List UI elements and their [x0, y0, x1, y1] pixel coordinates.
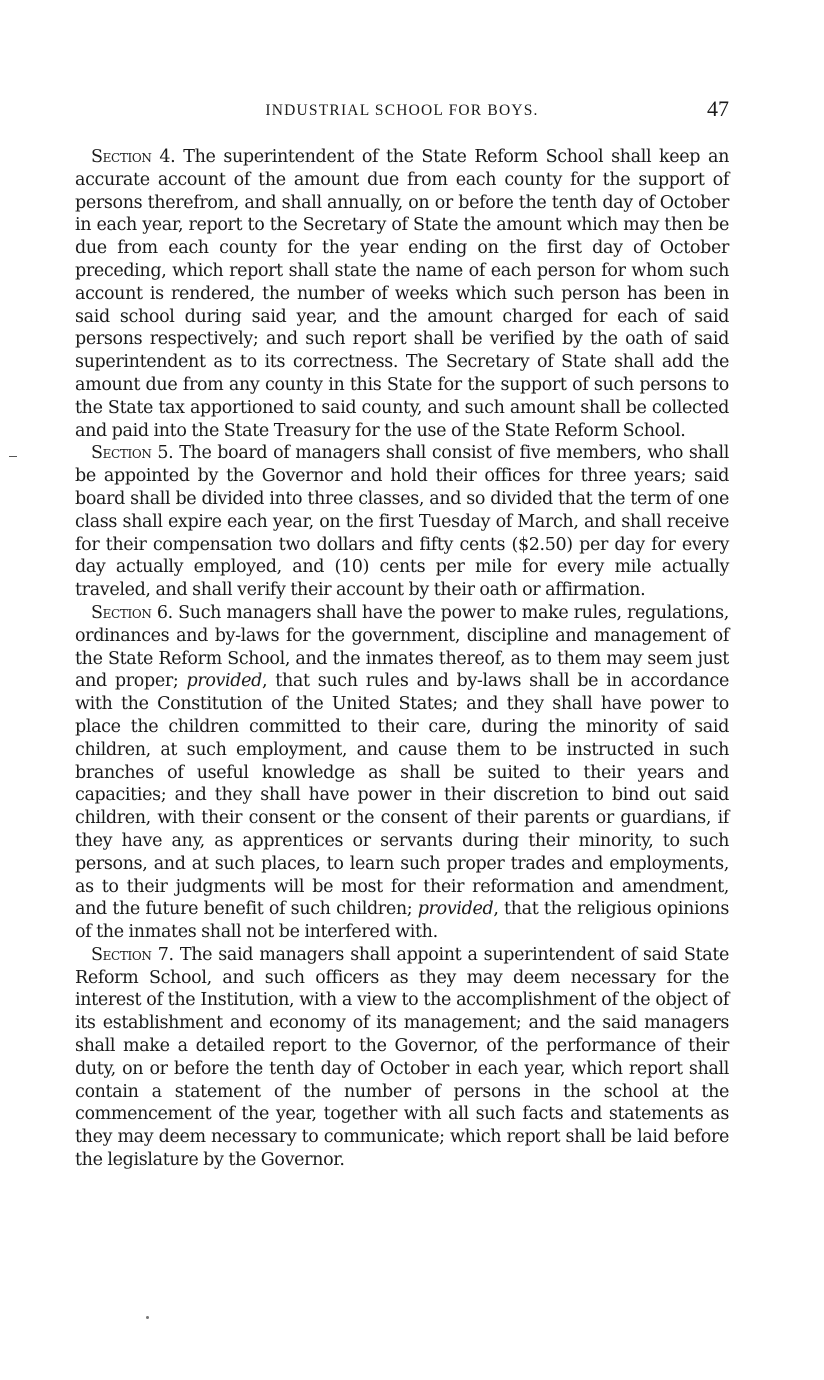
running-header — [75, 96, 729, 130]
section-6-label: Section 6. — [91, 602, 173, 623]
body-text — [75, 146, 729, 1172]
paper-speck — [146, 1316, 149, 1319]
emphasis-provided: provided — [186, 671, 263, 692]
section-6-text: Such managers shall have the power to make rules, regulations, ordinances and by-laws for the government, discipline and management of the State Reform School, and the inmates thereof, as to them may seem just and proper; provided, that such rules and by-laws shall be in accordance with the Constitution of the United States; and they shall have power to place the children committed to their care, during the minority of said children, at such employment, and cause them to be instructed in such branches of useful knowledge as shall be suited to their years and capacities; and they shall have power in their discretion to bind out said children, with their consent or the consent of their parents or guardians, if they have any, as apprentices or servants during their minority, to such persons, and at such places, to learn such proper trades and employments, as to their judgments will be most for their reformation and amendment, and the future benefit of such children; provided, that the religious opinions of the inmates shall not be interfered with. — [75, 602, 729, 943]
section-7-label: Section 7. — [91, 944, 174, 965]
section-4-text: The superintendent of the State Reform School shall keep an accurate account of the amount due from each county for the support of persons therefrom, and shall annually, on or before the tenth day of October in each year, report to the Secretary of State the amount which may then be due from each county for the year ending on the first day of October preceding, which report shall state the name of each person for whom such account is rendered, the number of weeks which such person has been in said school during said year, and the amount charged for each of said persons respectively; and such report shall be verified by the oath of said superintendent as to its correctness. The Secretary of State shall add the amount due from any county in this State for the support of such persons to the State tax apportioned to said county, and such amount shall be collected and paid into the State Treasury for the use of the State Reform School. — [75, 147, 729, 441]
section-5-text: The board of managers shall consist of five members, who shall be appointed by the Governor and hold their offices for three years; said board shall be divided into three classes, and so divided that the term of one class shall expire each year, on the first Tuesday of March, and shall receive for their compensation two dollars and fifty cents ($2.50) per day for every day actually employed, and (10) cents per mile for every mile actually traveled, and shall verify their account by their oath or affirmation. — [75, 443, 729, 601]
emphasis-provided: provided — [417, 899, 494, 920]
section-4 — [75, 146, 729, 442]
section-7 — [75, 944, 729, 1172]
page-number: 47 — [707, 96, 729, 121]
running-title: INDUSTRIAL SCHOOL FOR BOYS. — [265, 102, 539, 119]
section-6 — [75, 602, 729, 944]
section-5 — [75, 442, 729, 602]
section-5-label: Section 5. — [91, 443, 174, 464]
margin-mark — [9, 456, 17, 457]
section-7-text: The said managers shall appoint a superintendent of said State Reform School, and such officers as they may deem necessary for the interest of the Institution, with a view to the accomplishment of the object of its establishment and economy of its management; and the said managers shall make a detailed report to the Governor, of the performance of their duty, on or before the tenth day of October in each year, which report shall contain a statement of the number of persons in the school at the commencement of the year, together with all such facts and statements as they may deem necessary to communicate; which report shall be laid before the legislature by the Governor. — [75, 944, 730, 1171]
section-4-label: Section 4. — [91, 147, 176, 167]
